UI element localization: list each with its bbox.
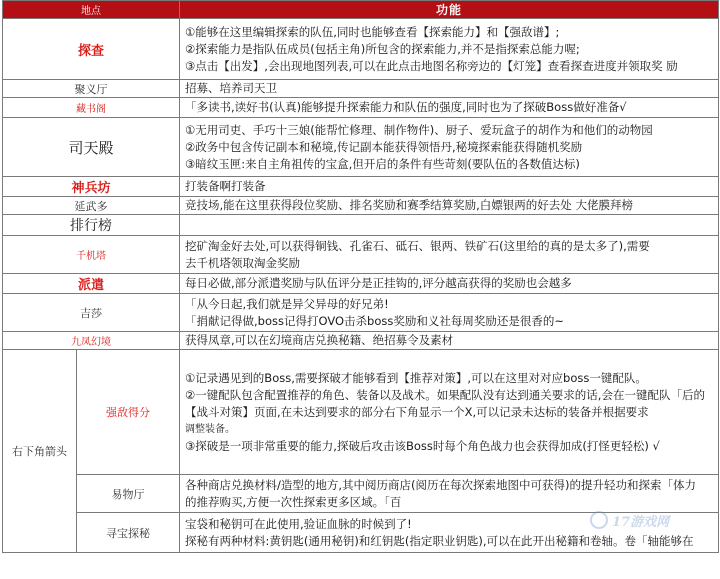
text-line: 调整装备。	[185, 423, 235, 435]
table-row	[3, 215, 719, 236]
function-cell: 打装备啊打装备	[180, 177, 719, 197]
text-line: ①记录遇见到的Boss,需要探破才能够看到【推荐对策】,可以在这里对对应boss一键配队。	[185, 370, 647, 385]
location-cell: 聚义厅	[3, 80, 180, 98]
function-cell	[180, 350, 719, 475]
table-row	[3, 80, 719, 98]
table-row	[3, 236, 719, 274]
function-cell	[180, 475, 719, 513]
function-cell: 「多读书,读好书(认真)能够提升探索能力和队伍的强度,同时也为了探破Boss做好准备√	[180, 98, 719, 118]
location-header: 地点	[3, 1, 180, 19]
sub-location-cell: 强敌得分	[77, 350, 180, 475]
sub-location-cell: 易物厅	[77, 475, 180, 513]
table-row	[3, 475, 719, 513]
text-line: ③点击【出发】,会出现地图列表,可以在此点击地图名称旁边的【灯笼】查看探查进度并领取奖 励	[185, 58, 678, 73]
function-cell	[180, 19, 719, 80]
text-line: 【战斗对策】页面,在未达到要求的部分右下角显示一个X,可以记录未达标的装备并根据要求	[185, 404, 649, 419]
header-row	[3, 1, 719, 19]
text-line: 去千机塔领取淘金奖励	[185, 255, 300, 270]
text-line: ③暗纹玉匣:来自主角祖传的宝盒,但开启的条件有些苛刻(要队伍的各数值达标)	[185, 156, 580, 171]
text-line: 「捐献记得做,boss记得打OVO击杀boss奖励和义社每周奖励还是很香的~	[185, 313, 564, 328]
text-line: 探秘有两种材料:黄钥匙(通用秘钥)和红钥匙(指定职业钥匙),可以在此开出秘籍和卷轴。卷「轴能够在	[185, 533, 694, 548]
function-cell: 招募、培养司天卫	[180, 80, 719, 98]
text-line: 的推荐购买,方便一次性探索更多区域。「百	[185, 494, 402, 509]
table-row	[3, 177, 719, 197]
text-line: 挖矿淘金好去处,可以获得铜钱、孔雀石、砥石、银两、铁矿石(这里给的真的是太多了),需要	[185, 238, 650, 253]
function-cell	[180, 118, 719, 177]
function-cell	[180, 294, 719, 332]
table-row	[3, 98, 719, 118]
text-line: 各种商店兑换材料/造型的地方,其中阅历商店(阅历在每次探索地图中可获得)的提升轻功和探索「体力	[185, 477, 696, 492]
text-line: 「从今日起,我们就是异父异母的好兄弟!	[185, 296, 389, 311]
function-header: 功能	[180, 1, 719, 19]
text-line: ②探索能力是指队伍成员(包括主角)所包含的探索能力,并不是指探索总能力喔;	[185, 41, 580, 56]
function-cell: 获得凤章,可以在幻境商店兑换秘籍、绝招募令及素材	[180, 332, 719, 350]
sub-location-cell: 寻宝探秘	[77, 513, 180, 553]
function-cell: 竞技场,能在这里获得段位奖励、排名奖励和赛季结算奖励,白嫖银两的好去处 大佬膜拜榜	[180, 197, 719, 215]
table-row	[3, 332, 719, 350]
table-row	[3, 19, 719, 80]
location-cell: 九凤幻境	[3, 332, 180, 350]
location-cell: 千机塔	[3, 236, 180, 274]
location-cell: 探查	[3, 19, 180, 80]
table-row	[3, 350, 719, 475]
text-line: 宝袋和秘钥可在此使用,验证血脉的时候到了!	[185, 516, 412, 531]
location-cell: 藏书阁	[3, 98, 180, 118]
text-line: ②政务中包含传记副本和秘境,传记副本能获得领悟丹,秘境探索能获得随机奖励	[185, 139, 583, 154]
function-cell	[180, 236, 719, 274]
function-cell: 每日必做,部分派遣奖励与队伍评分是正挂钩的,评分越高获得的奖励也会越多	[180, 274, 719, 294]
location-cell: 排行榜	[3, 215, 180, 236]
text-line: ②一键配队包含配置推荐的角色、装备以及战术。如果配队没有达到通关要求的话,会在一键配队「后的	[185, 387, 705, 402]
guide-table	[2, 0, 719, 553]
text-line: ①无用司吏、手巧十三娘(能帮忙修理、制作物件)、厨子、爱玩盒子的胡作为和他们的动物园	[185, 122, 653, 137]
table-row	[3, 274, 719, 294]
location-cell: 神兵坊	[3, 177, 180, 197]
location-cell: 派遣	[3, 274, 180, 294]
table-row	[3, 197, 719, 215]
table-row	[3, 118, 719, 177]
watermark-text: 17游戏网	[612, 514, 670, 530]
location-cell: 右下角箭头	[3, 350, 77, 553]
location-cell: 延武多	[3, 197, 180, 215]
circle-logo-icon	[590, 511, 608, 529]
location-cell: 司天殿	[3, 118, 180, 177]
text-line: ①能够在这里编辑探索的队伍,同时也能够查看【探索能力】和【强敌谱】;	[185, 24, 560, 39]
function-cell	[180, 215, 719, 236]
table-row	[3, 294, 719, 332]
text-line: ③探破是一项非常重要的能力,探破后攻击该Boss时每个角色战力也会获得加成(打怪更轻松) √	[185, 438, 660, 453]
location-cell: 吉莎	[3, 294, 180, 332]
watermark	[590, 509, 710, 531]
